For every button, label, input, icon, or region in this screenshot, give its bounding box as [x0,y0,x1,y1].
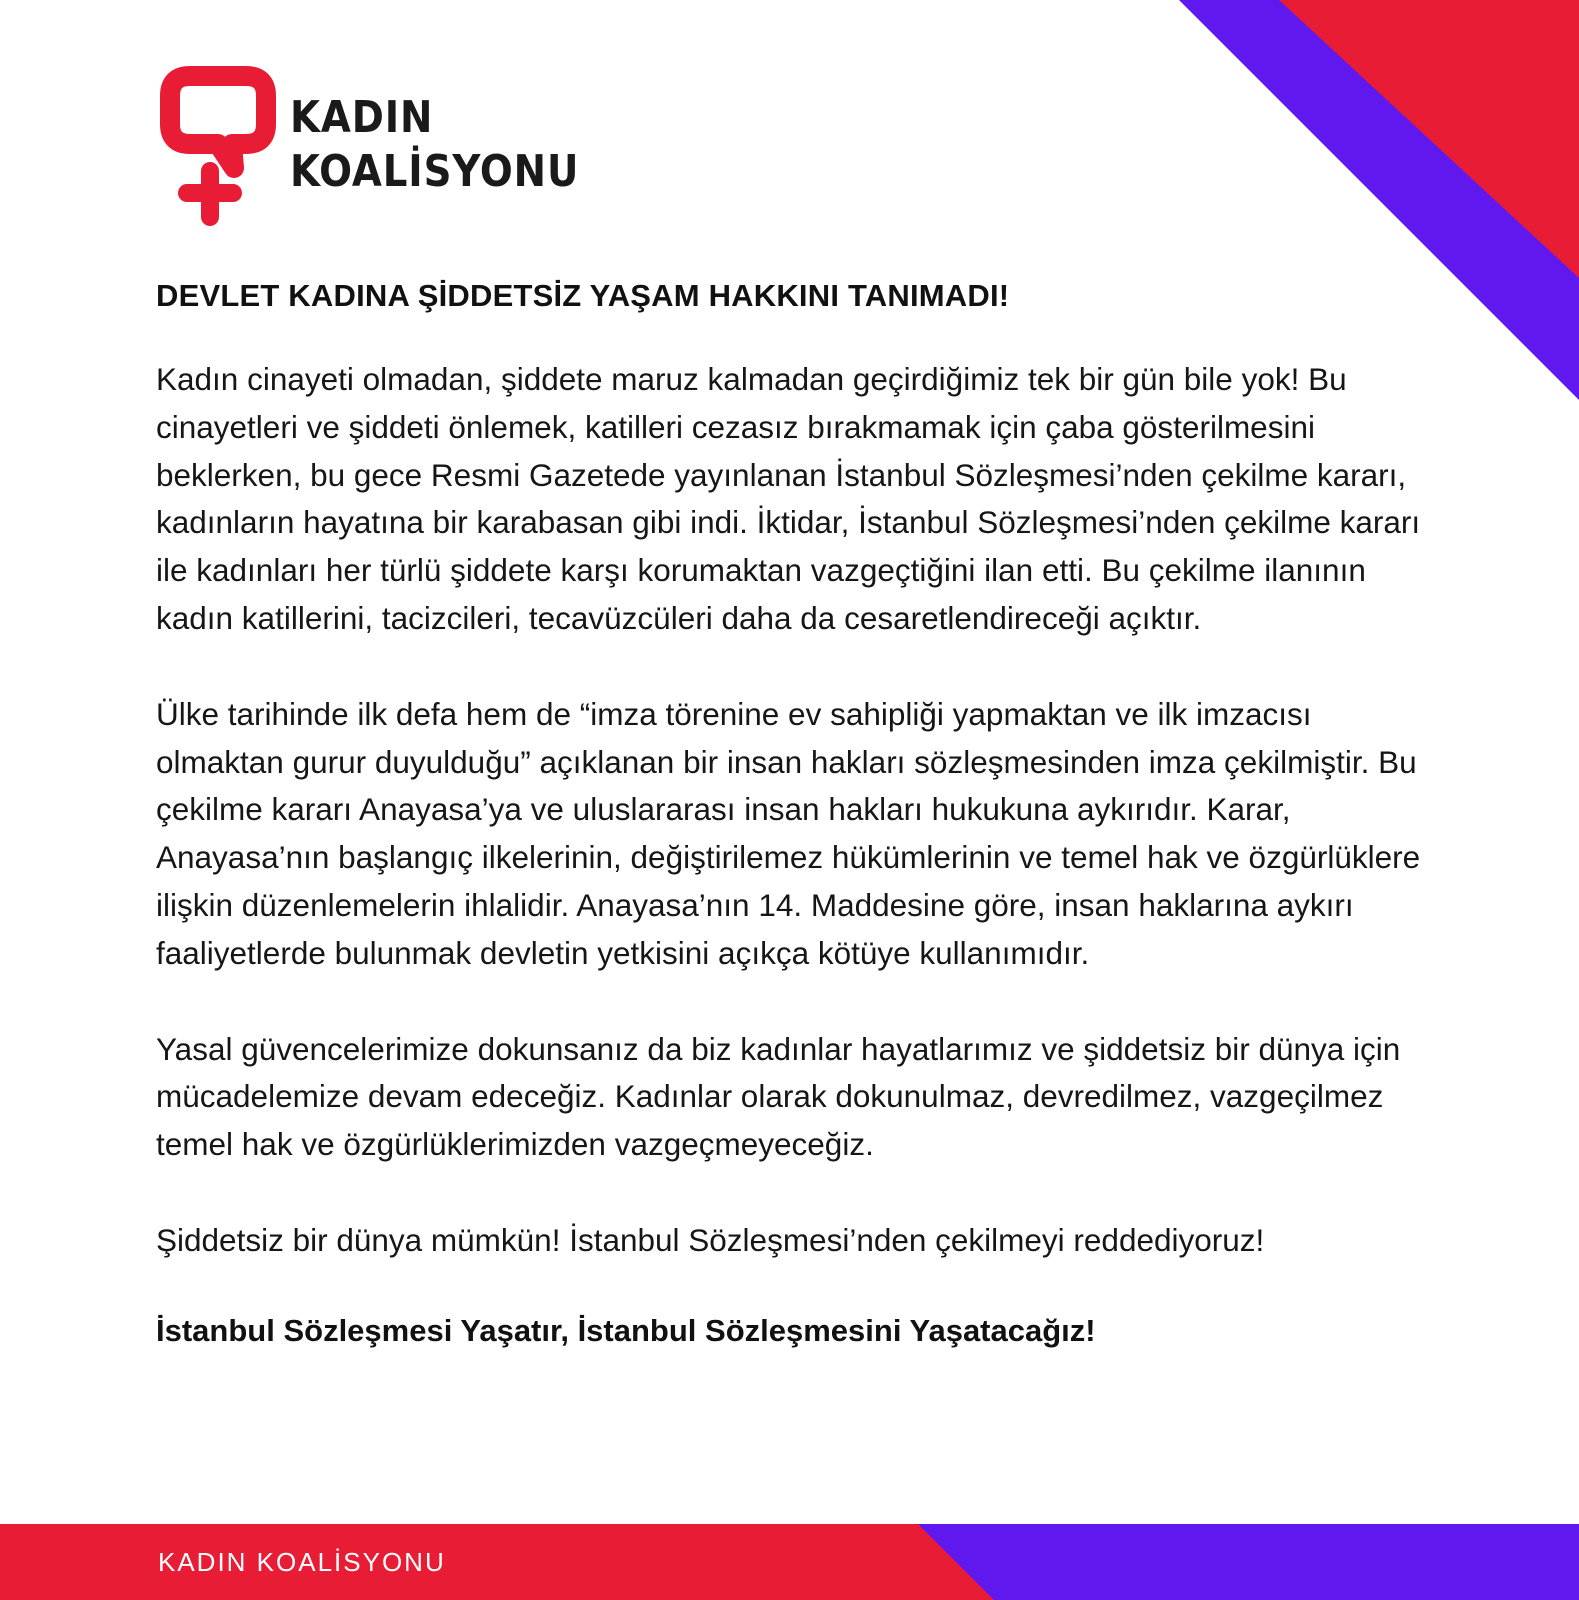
headline: DEVLET KADINA ŞİDDETSİZ YAŞAM HAKKINI TANIMADI! [156,278,1010,313]
logo-text-line1: KADIN [290,92,434,143]
paragraph-1: Kadın cinayeti olmadan, şiddete maruz kalmadan geçirdiğimiz tek bir gün bile yok! Bu cinayetleri ve şiddeti önlemek, katilleri cezasız bırakmamak için çaba gösterilmesini beklerken, bu gece Resmi Gazetede yayınlanan İstanbul Sözleşmesi’nden çekilme kararı, kadınların hayatına bir karabasan gibi indi. İktidar, İstanbul Sözleşmesi’nden çekilme kararı ile kadınları her türlü şiddete karşı korumaktan vazgeçtiğini ilan etti. Bu çekilme ilanının kadın katillerini, tacizcileri, tecavüzcüleri daha da cesaretlendireceği açıktır. [156,361,1421,636]
female-symbol-speech-bubble-icon [158,64,278,234]
footer-label: KADIN KOALİSYONU [158,1547,446,1577]
logo-text-line2: KOALİSYONU [290,146,580,197]
paragraph-2: Ülke tarihinde ilk defa hem de “imza törenine ev sahipliği yapmaktan ve ilk imzacısı olmaktan gurur duyulduğu” açıklanan bir insan hakları sözleşmesinden imza çekilmiştir. Bu çekilme kararı Anayasa’ya ve uluslararası insan hakları hukukuna aykırıdır. Karar, Anayasa’nın başlangıç ilkelerinin, değiştirilemez hükümlerinin ve temel hak ve özgürlüklere ilişkin düzenlemelerin ihlalidir. Anayasa’nın 14. Maddesine göre, insan haklarına aykırı faaliyetlerde bulunmak devletin yetkisini açıkça kötüye kullanımıdır. [156,695,1421,971]
closing-slogan: İstanbul Sözleşmesi Yaşatır, İstanbul Sözleşmesini Yaşatacağız! [156,1312,1096,1348]
paragraph-3: Yasal güvencelerimize dokunsanız da biz kadınlar hayatlarımız ve şiddetsiz bir dünya için mücadelemize devam edeceğiz. Kadınlar olarak dokunulmaz, devredilmez, vazgeçilmez temel hak ve özgürlüklerimizden vazgeçmeyeceğiz. [156,1030,1401,1163]
paragraph-4: Şiddetsiz bir dünya mümkün! İstanbul Sözleşmesi’nden çekilmeyi reddediyoruz! [156,1221,1265,1258]
logo [158,64,580,234]
statement-body [156,278,1426,1349]
footer-bar [0,1524,1579,1600]
